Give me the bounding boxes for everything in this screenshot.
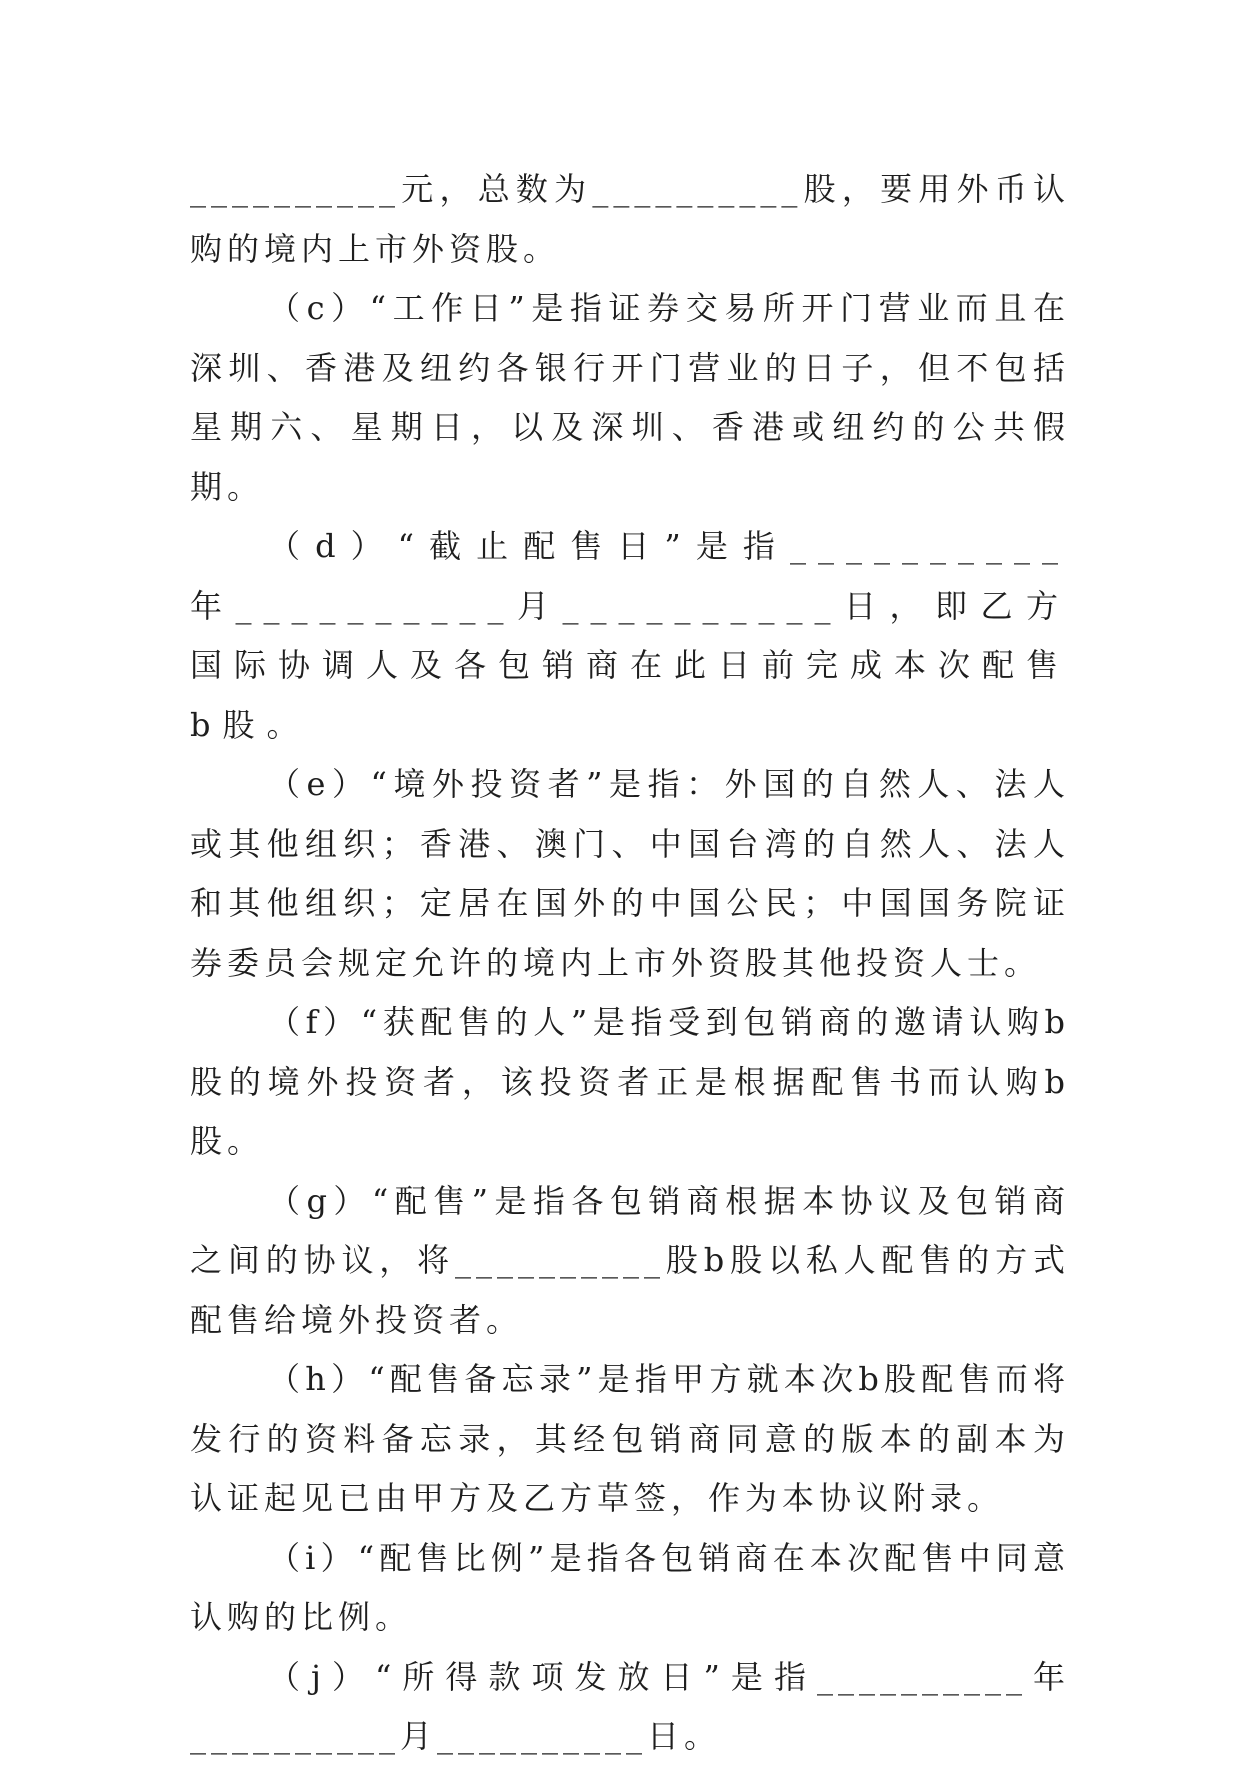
- paragraph-h-placement-memorandum: （h）“配售备忘录”是指甲方就本次b股配售而将发行的资料备忘录，其经包销商同意的版本的副本为认证起见已由甲方及乙方草签，作为本协议附录。: [190, 1360, 1070, 1517]
- paragraph-c-business-day: （c）“工作日”是指证券交易所开门营业而且在深圳、香港及纽约各银行开门营业的日子，但不包括星期六、星期日，以及深圳、香港或纽约的公共假期。: [190, 289, 1070, 506]
- paragraph-d-placement-deadline: （d）“截止配售日”是指__________年__________月__________日，即乙方国际协调人及各包销商在此日前完成本次配售b股。: [190, 527, 1071, 744]
- paragraph-f-placee: （f）“获配售的人”是指受到包销商的邀请认购b股的境外投资者，该投资者正是根据配售书而认购b股。: [190, 1003, 1070, 1160]
- paragraph-e-foreign-investor: （e）“境外投资者”是指：外国的自然人、法人或其他组织；香港、澳门、中国台湾的自然人、法人和其他组织；定居在国外的中国公民；中国国务院证券委员会规定允许的境内上市外资股其他投资人士。: [190, 765, 1070, 982]
- paragraph-share-total: __________元，总数为__________股，要用外币认购的境内上市外资股。: [190, 170, 1070, 268]
- paragraph-j-proceeds-release-date: （j）“所得款项发放日”是指__________年__________月__________日。: [190, 1657, 1070, 1755]
- paragraph-g-placement: （g）“配售”是指各包销商根据本协议及包销商之间的协议，将__________股b股以私人配售的方式配售给境外投资者。: [190, 1181, 1070, 1339]
- document-body: [190, 160, 1070, 1767]
- paragraph-i-placement-ratio: （i）“配售比例”是指各包销商在本次配售中同意认购的比例。: [190, 1538, 1070, 1636]
